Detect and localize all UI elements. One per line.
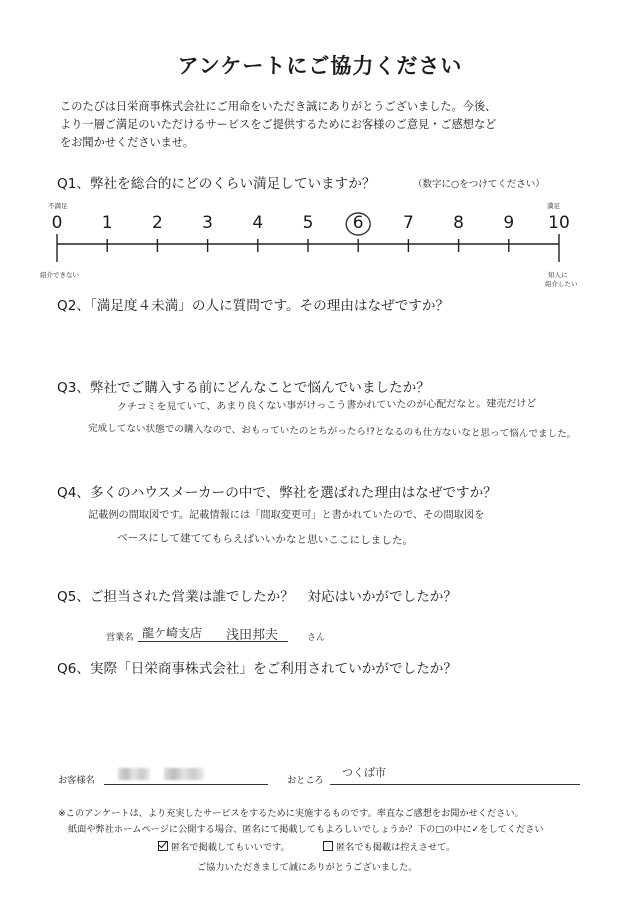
footer-note-2: 紙面や弊社ホームページに公開する場合、匿名にて掲載してもよろしいでしょうか？下の□の中に✓をしてください (68, 824, 544, 835)
question-1-label: Q1、弊社を総合的にどのくらい満足していますか？ (57, 176, 376, 192)
question-3-answer-line-1: クチコミを見ていて、あまり良くない事がけっこう書かれていたのが心配だなと。建売だけど (116, 398, 537, 413)
question-1-note: （数字に○をつけてください） (413, 179, 545, 190)
question-4-answer-line-1: 記載例の間取図です。記載情報には「間取変更可」と書かれていたので、その間取図を (88, 510, 485, 521)
address-label: おところ (287, 775, 324, 786)
refuse-checkbox[interactable] (323, 841, 333, 851)
footer-note-1: ※このアンケートは、より充実したサービスをするために実施するものです。率直なご感想をお聞かせください。 (58, 808, 524, 819)
scale-number-5[interactable]: 5 (302, 213, 314, 233)
question-6-label: Q6、実際「日栄商事株式会社」をご利用されていかがでしたか？ (57, 661, 457, 677)
scale-right-top-label: 満足 (547, 202, 560, 210)
page-title: アンケートにご協力ください (177, 54, 463, 78)
sales-branch: 龍ケ崎支店 (142, 626, 203, 640)
question-3-answer-line-2: 完成してない状態での購入なので、おもっていたのとちがったら!?となるのも仕方ないなと思って悩んでました。 (87, 423, 577, 440)
footer-thanks: ご協力いただきまして誠にありがとうございました。 (197, 862, 418, 873)
intro-line: このたびは日栄商事株式会社にご用命をいただき誠にありがとうございました。今後、 (60, 100, 497, 113)
scale-right-bottom-label-1: 知人に (548, 271, 568, 279)
scale-number-3[interactable]: 3 (202, 213, 213, 233)
scale-number-0[interactable]: 0 (51, 213, 63, 233)
scale-number-4[interactable]: 4 (252, 213, 264, 233)
scale-line-graphic (0, 0, 640, 300)
address-underline (330, 784, 580, 785)
scale-number-7[interactable]: 7 (402, 213, 414, 233)
redacted-customer-name (164, 768, 204, 780)
address-value: つくば市 (342, 766, 386, 779)
option-refuse-label: 匿名でも掲載は控えさせて。 (336, 842, 456, 853)
scale-number-2[interactable]: 2 (151, 213, 163, 233)
question-5-label: Q5、ご担当された営業は誰でしたか？ 対応はいかがでしたか？ (57, 589, 457, 605)
scale-left-top-label: 不満足 (48, 202, 68, 210)
question-2-label: Q2、「満足度４未満」の人に質問です。その理由はなぜですか？ (57, 298, 450, 314)
selected-score-circle (346, 213, 370, 235)
intro-line: をお聞かせくださいませ。 (60, 136, 194, 149)
sales-name-label: 営業名 (106, 632, 134, 643)
sales-staff-name: 浅田邦夫 (226, 628, 279, 643)
customer-name-underline (104, 784, 268, 785)
sales-staff-suffix: さん (307, 633, 326, 643)
redacted-customer-name (118, 768, 150, 780)
scale-number-8[interactable]: 8 (453, 213, 464, 233)
question-3-label: Q3、弊社でご購入する前にどんなことで悩んでいましたか？ (57, 380, 430, 396)
scale-number-1[interactable]: 1 (101, 213, 113, 233)
question-4-label: Q4、多くのハウスメーカーの中で、弊社を選ばれた理由はなぜですか？ (57, 485, 497, 501)
question-4-answer-line-2: ベースにして建ててもらえばいいかなと思いここにしました。 (116, 532, 414, 548)
scale-right-bottom-label-2: 紹介したい (545, 280, 578, 288)
option-anonymous (158, 839, 290, 853)
option-refuse (323, 839, 455, 853)
scale-number-6[interactable]: 6 (352, 213, 364, 233)
customer-name-label: お客様名 (58, 775, 95, 786)
scale-left-bottom-label: 紹介できない (40, 271, 79, 279)
anonymous-checkbox-checked[interactable] (158, 841, 168, 851)
intro-line: より一層ご満足のいただけるサービスをご提供するためにお客様のご意見・ご感想など (60, 118, 497, 131)
scale-number-9[interactable]: 9 (503, 213, 515, 233)
sales-name-underline (138, 641, 288, 642)
scale-number-10[interactable]: 10 (548, 213, 570, 233)
option-anonymous-label: 匿名で掲載してもいいです。 (171, 842, 290, 853)
